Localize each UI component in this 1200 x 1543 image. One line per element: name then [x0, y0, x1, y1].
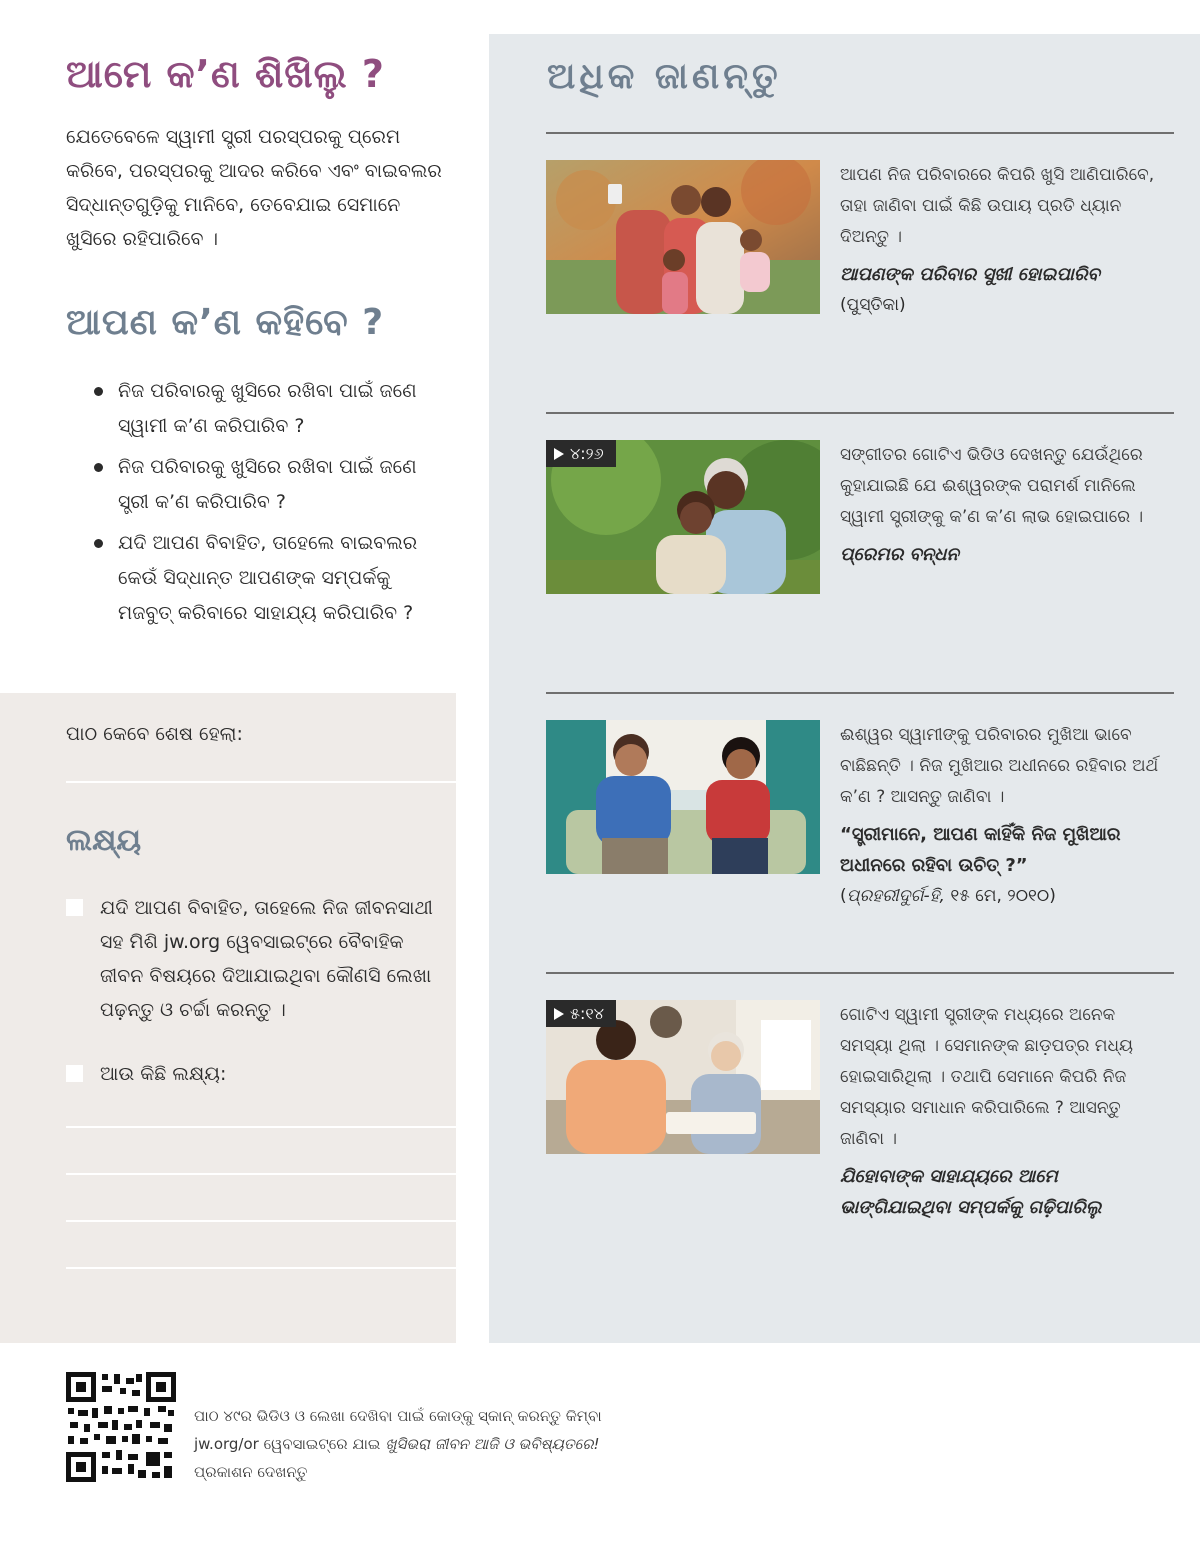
say-heading: ଆପଣ କ’ଣ କହିବେ ?: [66, 302, 385, 343]
couple-talking-image[interactable]: [546, 720, 820, 874]
divider: [546, 412, 1174, 414]
goal-heading: ଲକ୍ଷ୍ୟ: [66, 823, 142, 858]
learn-more-heading: ଅଧିକ ଜାଣନ୍ତୁ: [547, 56, 782, 97]
goal-line[interactable]: [66, 1220, 456, 1222]
learn-more-panel: [489, 34, 1200, 1343]
footer: [66, 1372, 1166, 1492]
divider: [546, 972, 1174, 974]
resource-title-link[interactable]: ପ୍ରେମର ବନ୍ଧନ: [840, 544, 959, 565]
question-list: [90, 374, 450, 637]
elderly-couple-video-thumbnail[interactable]: [546, 440, 820, 594]
video-duration-badge: [546, 440, 616, 467]
resource-source-name: ପ୍ରହରୀଦୁର୍ଗ-ହି,: [846, 886, 945, 906]
video-duration: ୪:୨୬: [570, 444, 604, 463]
resource-title-link[interactable]: ଯିହୋବାଙ୍କ ସାହାଯ୍ୟରେ ଆମେ ଭାଙ୍ଗିଯାଇଥିବା ସମ୍ପର୍କକୁ ଗଢ଼ିପାରିଲୁ: [840, 1166, 1102, 1218]
divider: [546, 132, 1174, 134]
goal-checkbox-2[interactable]: [66, 1065, 83, 1082]
resource-source: (ପ୍ରହରୀଦୁର୍ଗ-ହି, ୧୫ ମେ, ୨୦୧୦): [840, 886, 1056, 906]
footer-text: [194, 1402, 614, 1486]
resource-description: [840, 160, 1160, 320]
goal-line[interactable]: [66, 1267, 456, 1269]
footer-line: ପାଠ ୪୯ର ଭିଡିଓ ଓ ଲେଖା ଦେଖିବା ପାଇଁ କୋଡ୍‌କୁ ସ୍କାନ୍‌ କରନ୍ତୁ କିମ୍ବା jw.org/or ୱେବସାଇଟ୍‌ରେ ଯାଇ: [194, 1407, 602, 1453]
play-icon: [554, 448, 564, 460]
family-selfie-image[interactable]: [546, 160, 820, 314]
resource-description: [840, 720, 1160, 911]
resource-desc-text: ଈଶ୍ୱର ସ୍ୱାମୀଙ୍କୁ ପରିବାରର ମୁଖିଆ ଭାବେ ବାଛିଛନ୍ତି । ନିଜ ମୁଖିଆର ଅଧୀନରେ ରହିବାର ଅର୍ଥ କ’ଣ ? ଆସନ୍ତୁ ଜାଣିବା ।: [840, 725, 1159, 807]
goal-item-2: [66, 1057, 446, 1091]
resource-desc-text: ଗୋଟିଏ ସ୍ୱାମୀ ସ୍ତ୍ରୀଙ୍କ ମଧ୍ୟରେ ଅନେକ ସମସ୍ୟା ଥିଲା । ସେମାନଙ୍କ ଛାଡ଼ପତ୍ର ମଧ୍ୟ ହୋଇସାରିଥିଲା । ତଥାପି ସେମାନେ କିପରି ନିଜ ସମସ୍ୟାର ସମାଧାନ କରିପାରିଲେ ? ଆସନ୍ତୁ ଜାଣିବା ।: [840, 1005, 1134, 1149]
question-item: ନିଜ ପରିବାରକୁ ଖୁସିରେ ରଖିବା ପାଇଁ ଜଣେ ସ୍ତ୍ରୀ କ’ଣ କରିପାରିବ ?: [90, 450, 450, 520]
publication-title-link[interactable]: ଖୁସିଭରା ଜୀବନ ଆଜି ଓ ଭବିଷ୍ୟତରେ!: [385, 1435, 600, 1453]
resource-title-link[interactable]: “ସ୍ତ୍ରୀମାନେ, ଆପଣ କାହିଁକି ନିଜ ମୁଖିଆର ଅଧୀନରେ ରହିବା ଉଚିତ୍‌ ?”: [840, 824, 1121, 876]
goal-panel: [0, 693, 456, 1343]
resource-desc-text: ଆପଣ ନିଜ ପରିବାରରେ କିପରି ଖୁସି ଆଣିପାରିବେ, ତାହା ଜାଣିବା ପାଇଁ କିଛି ଉପାୟ ପ୍ରତି ଧ୍ୟାନ ଦିଅନ୍ତୁ ।: [840, 165, 1155, 247]
footer-line-end: ପ୍ରକାଶନ ଦେଖନ୍ତୁ: [194, 1463, 308, 1481]
video-duration: ୫:୧୪: [570, 1004, 604, 1023]
lesson-completed-label: ପାଠ କେବେ ଶେଷ ହେଲା:: [66, 723, 243, 745]
video-duration-badge: [546, 1000, 616, 1027]
resource-description: [840, 1000, 1160, 1223]
qr-code-icon[interactable]: [66, 1372, 176, 1482]
goal-line[interactable]: [66, 1126, 456, 1128]
learn-heading: ଆମେ କ’ଣ ଶିଖିଲୁ ?: [66, 52, 385, 96]
play-icon: [554, 1008, 564, 1020]
couple-reading-video-thumbnail[interactable]: [546, 1000, 820, 1154]
goal-text-2: ଆଉ କିଛି ଲକ୍ଷ୍ୟ:: [100, 1063, 227, 1085]
goal-item-1: [66, 891, 446, 1027]
goal-line[interactable]: [66, 1173, 456, 1175]
resource-type: (ପୁସ୍ତିକା): [840, 295, 906, 315]
question-item: ନିଜ ପରିବାରକୁ ଖୁସିରେ ରଖିବା ପାଇଁ ଜଣେ ସ୍ୱାମୀ କ’ଣ କରିପାରିବ ?: [90, 374, 450, 444]
learn-paragraph: ଯେତେବେଳେ ସ୍ୱାମୀ ସ୍ତ୍ରୀ ପରସ୍ପରକୁ ପ୍ରେମ କରିବେ, ପରସ୍ପରକୁ ଆଦର କରିବେ ଏବଂ ବାଇବଲର ସିଦ୍ଧାନ୍ତଗୁଡ଼ିକୁ ମାନିବେ, ତେବେଯାଇ ସେମାନେ ଖୁସିରେ ରହିପାରିବେ ।: [66, 126, 442, 250]
resource-desc-text: ସଙ୍ଗୀତର ଗୋଟିଏ ଭିଡିଓ ଦେଖନ୍ତୁ ଯେଉଁଥିରେ କୁହାଯାଇଛି ଯେ ଈଶ୍ୱରଙ୍କ ପରାମର୍ଶ ମାନିଲେ ସ୍ୱାମୀ ସ୍ତ୍ରୀଙ୍କୁ କ’ଣ କ’ଣ ଲାଭ ହୋଇପାରେ ।: [840, 445, 1144, 527]
divider: [546, 692, 1174, 694]
resource-source-date: ୧୫ ମେ, ୨୦୧୦): [944, 886, 1056, 906]
goal-checkbox-1[interactable]: [66, 899, 83, 916]
resource-title-link[interactable]: ଆପଣଙ୍କ ପରିବାର ସୁଖୀ ହୋଇପାରିବ: [840, 264, 1100, 285]
goal-text-1: ଯଦି ଆପଣ ବିବାହିତ, ତାହେଲେ ନିଜ ଜୀବନସାଥୀ ସହ ମିଶି jw.org ୱେବସାଇଟ୍‌ରେ ବୈବାହିକ ଜୀବନ ବିଷୟରେ ଦିଆଯାଇଥିବା କୌଣସି ଲେଖା ପଢ଼ନ୍ତୁ ଓ ଚର୍ଚ୍ଚା କରନ୍ତୁ ।: [100, 897, 433, 1021]
resource-description: [840, 440, 1160, 570]
completed-date-line[interactable]: [66, 781, 456, 783]
question-item: ଯଦି ଆପଣ ବିବାହିତ, ତାହେଲେ ବାଇବଲର କେଉଁ ସିଦ୍ଧାନ୍ତ ଆପଣଙ୍କ ସମ୍ପର୍କକୁ ମଜବୁତ୍‌ କରିବାରେ ସାହାଯ୍ୟ କରିପାରିବ ?: [90, 526, 450, 631]
